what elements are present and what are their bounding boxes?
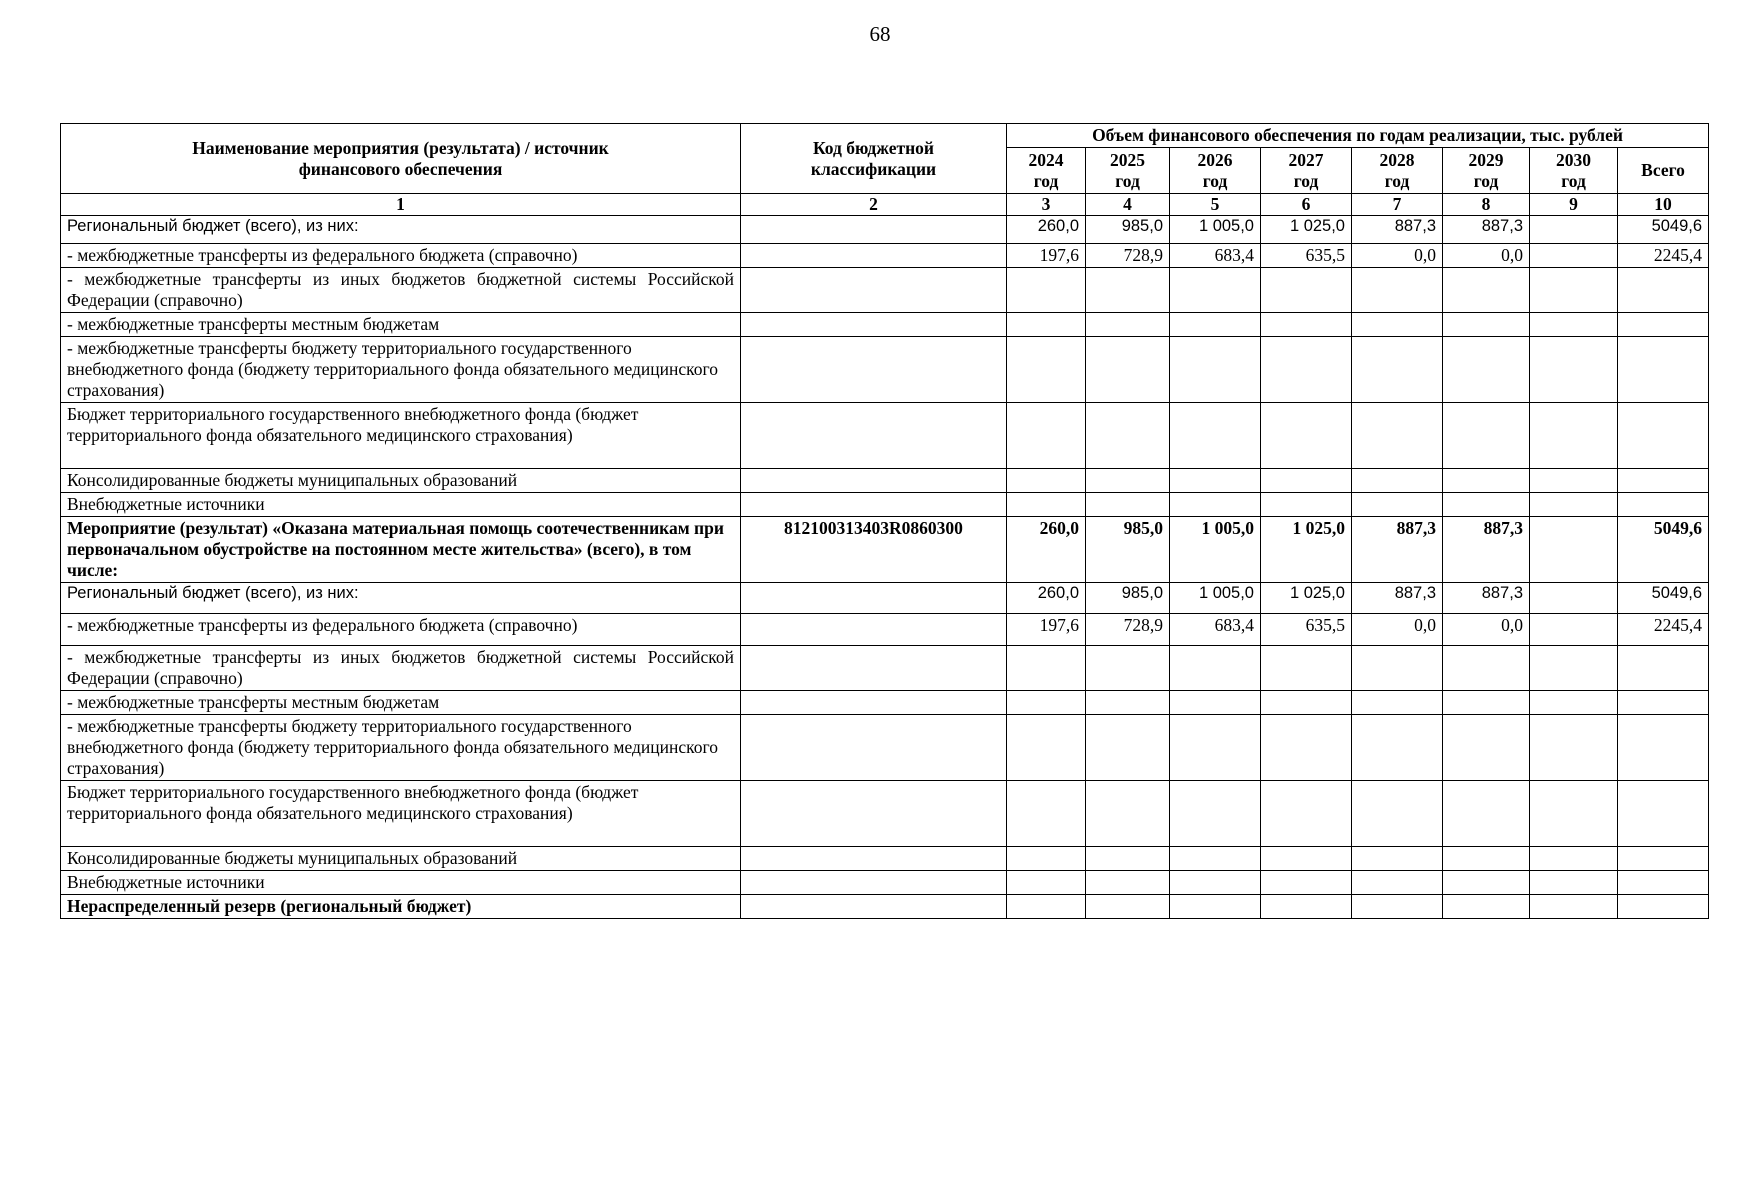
row-value <box>1261 469 1352 493</box>
column-number: 10 <box>1618 194 1709 216</box>
row-code <box>741 871 1007 895</box>
column-number: 2 <box>741 194 1007 216</box>
row-value <box>1261 313 1352 337</box>
row-total <box>1618 469 1709 493</box>
row-value <box>1170 871 1261 895</box>
row-value <box>1007 268 1086 313</box>
table-row <box>61 715 1709 781</box>
table-row <box>61 691 1709 715</box>
row-total <box>1618 646 1709 691</box>
row-value: 1 025,0 <box>1261 583 1352 614</box>
table-row <box>61 493 1709 517</box>
row-value <box>1530 493 1618 517</box>
header-year-2028 <box>1352 148 1443 194</box>
row-total <box>1618 715 1709 781</box>
row-value: 197,6 <box>1007 614 1086 646</box>
row-value: 635,5 <box>1261 614 1352 646</box>
row-value <box>1007 895 1086 919</box>
row-value <box>1007 847 1086 871</box>
header-year-unit: год <box>1033 170 1059 191</box>
row-value <box>1352 493 1443 517</box>
row-value: 985,0 <box>1086 517 1170 583</box>
row-value <box>1261 871 1352 895</box>
header-year-2030 <box>1530 148 1618 194</box>
row-value <box>1007 871 1086 895</box>
row-value <box>1530 268 1618 313</box>
row-value <box>1443 715 1530 781</box>
row-value: 0,0 <box>1443 244 1530 268</box>
header-year-2029 <box>1443 148 1530 194</box>
header-code: Код бюджетной классификации <box>741 124 1007 194</box>
row-total: 5049,6 <box>1618 517 1709 583</box>
header-year-number: 2025 <box>1110 150 1145 171</box>
row-value: 1 025,0 <box>1261 216 1352 244</box>
row-value <box>1530 646 1618 691</box>
row-value: 260,0 <box>1007 216 1086 244</box>
row-value <box>1443 847 1530 871</box>
row-value: 260,0 <box>1007 583 1086 614</box>
row-value <box>1170 268 1261 313</box>
row-value <box>1261 715 1352 781</box>
table-row <box>61 313 1709 337</box>
row-code <box>741 337 1007 403</box>
row-total <box>1618 403 1709 469</box>
row-value <box>1530 583 1618 614</box>
row-value <box>1443 871 1530 895</box>
row-value: 887,3 <box>1352 583 1443 614</box>
row-name: - межбюджетные трансферты из федерального бюджета (справочно) <box>61 614 741 646</box>
header-year-number: 2024 <box>1028 150 1064 171</box>
row-name: - межбюджетные трансферты бюджету территориального государственного внебюджетного фонда (бюджету территориального фонда обязательного медицинского страхования) <box>61 337 741 403</box>
row-value <box>1530 691 1618 715</box>
table-row <box>61 517 1709 583</box>
column-number: 7 <box>1352 194 1443 216</box>
row-value <box>1170 646 1261 691</box>
row-code <box>741 781 1007 847</box>
row-value <box>1007 493 1086 517</box>
column-number: 5 <box>1170 194 1261 216</box>
row-value <box>1007 781 1086 847</box>
row-value <box>1261 691 1352 715</box>
row-total: 2245,4 <box>1618 614 1709 646</box>
header-year-unit: год <box>1384 170 1410 191</box>
header-year-2025 <box>1086 148 1170 194</box>
table-row <box>61 337 1709 403</box>
row-name: - межбюджетные трансферты местным бюджетам <box>61 691 741 715</box>
row-value <box>1443 337 1530 403</box>
row-value: 887,3 <box>1352 517 1443 583</box>
row-name: Внебюджетные источники <box>61 493 741 517</box>
header-year-unit: год <box>1293 170 1319 191</box>
row-value <box>1530 337 1618 403</box>
row-name: - межбюджетные трансферты из федерального бюджета (справочно) <box>61 244 741 268</box>
row-value <box>1443 895 1530 919</box>
row-value <box>1352 268 1443 313</box>
row-name: - межбюджетные трансферты из иных бюджетов бюджетной системы Российской Федерации (справочно) <box>61 268 741 313</box>
row-code <box>741 403 1007 469</box>
row-value <box>1086 469 1170 493</box>
row-value: 683,4 <box>1170 244 1261 268</box>
header-volume: Объем финансового обеспечения по годам реализации, тыс. рублей <box>1007 124 1709 148</box>
row-code <box>741 493 1007 517</box>
row-total <box>1618 268 1709 313</box>
column-number: 9 <box>1530 194 1618 216</box>
row-name: - межбюджетные трансферты местным бюджетам <box>61 313 741 337</box>
row-value <box>1086 781 1170 847</box>
row-name: Консолидированные бюджеты муниципальных образований <box>61 847 741 871</box>
row-value <box>1261 847 1352 871</box>
row-value <box>1352 781 1443 847</box>
row-value <box>1086 895 1170 919</box>
row-value <box>1261 493 1352 517</box>
row-value <box>1086 403 1170 469</box>
row-value <box>1086 691 1170 715</box>
row-name: Бюджет территориального государственного внебюджетного фонда (бюджет территориального фонда обязательного медицинского страхования) <box>61 781 741 847</box>
row-value: 887,3 <box>1443 583 1530 614</box>
row-value <box>1443 268 1530 313</box>
row-value <box>1170 493 1261 517</box>
row-total: 5049,6 <box>1618 216 1709 244</box>
row-value <box>1352 646 1443 691</box>
header-year-unit: год <box>1115 170 1140 191</box>
row-code <box>741 469 1007 493</box>
column-number: 4 <box>1086 194 1170 216</box>
row-name: Региональный бюджет (всего), из них: <box>61 583 741 614</box>
row-total: 5049,6 <box>1618 583 1709 614</box>
row-total <box>1618 895 1709 919</box>
row-value <box>1086 313 1170 337</box>
row-value <box>1352 895 1443 919</box>
row-value <box>1007 469 1086 493</box>
row-name: Бюджет территориального государственного внебюджетного фонда (бюджет территориального фонда обязательного медицинского страхования) <box>61 403 741 469</box>
row-value: 728,9 <box>1086 244 1170 268</box>
row-total <box>1618 337 1709 403</box>
row-code <box>741 895 1007 919</box>
header-year-number: 2030 <box>1556 150 1591 171</box>
row-value: 985,0 <box>1086 583 1170 614</box>
table-row <box>61 268 1709 313</box>
table-row <box>61 614 1709 646</box>
row-value: 1 005,0 <box>1170 517 1261 583</box>
row-total <box>1618 781 1709 847</box>
row-value <box>1530 781 1618 847</box>
row-value <box>1261 781 1352 847</box>
row-value <box>1530 715 1618 781</box>
row-value: 0,0 <box>1352 244 1443 268</box>
row-name: Мероприятие (результат) «Оказана материальная помощь соотечественникам при первоначальном обустройстве на постоянном месте жительства» (всего), в том числе: <box>61 517 741 583</box>
row-value <box>1530 614 1618 646</box>
row-value <box>1352 469 1443 493</box>
row-value: 887,3 <box>1443 517 1530 583</box>
row-value <box>1086 715 1170 781</box>
row-value <box>1443 781 1530 847</box>
row-value <box>1007 691 1086 715</box>
row-value <box>1443 469 1530 493</box>
row-value <box>1170 469 1261 493</box>
row-value <box>1530 871 1618 895</box>
row-value <box>1007 313 1086 337</box>
row-value <box>1352 715 1443 781</box>
table-row <box>61 871 1709 895</box>
row-name: Внебюджетные источники <box>61 871 741 895</box>
row-code <box>741 244 1007 268</box>
row-value: 0,0 <box>1352 614 1443 646</box>
row-value <box>1352 313 1443 337</box>
header-year-2024 <box>1007 148 1086 194</box>
header-year-unit: год <box>1561 170 1586 191</box>
header-year-2027 <box>1261 148 1352 194</box>
row-value <box>1261 268 1352 313</box>
row-value <box>1086 646 1170 691</box>
row-value <box>1086 337 1170 403</box>
row-value <box>1530 244 1618 268</box>
row-value: 683,4 <box>1170 614 1261 646</box>
row-code <box>741 646 1007 691</box>
row-value <box>1530 313 1618 337</box>
row-code <box>741 691 1007 715</box>
header-year-number: 2028 <box>1379 150 1415 171</box>
row-total <box>1618 871 1709 895</box>
row-value: 985,0 <box>1086 216 1170 244</box>
row-value <box>1530 847 1618 871</box>
header-year-number: 2027 <box>1288 150 1324 171</box>
row-name: - межбюджетные трансферты бюджету территориального государственного внебюджетного фонда (бюджету территориального фонда обязательного медицинского страхования) <box>61 715 741 781</box>
row-value <box>1261 403 1352 469</box>
header-total: Всего <box>1618 148 1709 194</box>
row-value <box>1443 403 1530 469</box>
row-total <box>1618 313 1709 337</box>
row-value <box>1170 337 1261 403</box>
header-name: Наименование мероприятия (результата) / источник финансового обеспечения <box>61 124 741 194</box>
row-value <box>1170 895 1261 919</box>
table-row <box>61 895 1709 919</box>
row-code <box>741 313 1007 337</box>
table-row <box>61 469 1709 493</box>
row-code <box>741 847 1007 871</box>
column-number: 1 <box>61 194 741 216</box>
row-value <box>1170 403 1261 469</box>
row-value <box>1530 469 1618 493</box>
table-row <box>61 216 1709 244</box>
row-value <box>1170 313 1261 337</box>
row-value <box>1007 337 1086 403</box>
row-code: 812100313403R0860300 <box>741 517 1007 583</box>
row-value: 0,0 <box>1443 614 1530 646</box>
row-value <box>1530 403 1618 469</box>
row-name: - межбюджетные трансферты из иных бюджетов бюджетной системы Российской Федерации (справочно) <box>61 646 741 691</box>
row-value <box>1530 895 1618 919</box>
table-row <box>61 403 1709 469</box>
row-value <box>1261 337 1352 403</box>
row-value <box>1007 715 1086 781</box>
column-number: 3 <box>1007 194 1086 216</box>
row-value <box>1352 337 1443 403</box>
row-value <box>1443 646 1530 691</box>
row-value <box>1530 216 1618 244</box>
row-name: Региональный бюджет (всего), из них: <box>61 216 741 244</box>
table-row <box>61 244 1709 268</box>
table-row <box>61 781 1709 847</box>
row-value <box>1086 493 1170 517</box>
row-value: 728,9 <box>1086 614 1170 646</box>
row-total: 2245,4 <box>1618 244 1709 268</box>
row-value <box>1007 403 1086 469</box>
row-value <box>1352 691 1443 715</box>
row-value <box>1261 646 1352 691</box>
budget-table <box>60 123 1709 919</box>
row-value <box>1352 847 1443 871</box>
row-name: Нераспределенный резерв (региональный бюджет) <box>61 895 741 919</box>
row-total <box>1618 691 1709 715</box>
row-value: 1 025,0 <box>1261 517 1352 583</box>
table-body <box>61 216 1709 919</box>
row-value: 1 005,0 <box>1170 583 1261 614</box>
table-row <box>61 583 1709 614</box>
row-total <box>1618 847 1709 871</box>
header-year-unit: год <box>1473 170 1499 191</box>
row-value <box>1443 313 1530 337</box>
table-row <box>61 847 1709 871</box>
row-code <box>741 614 1007 646</box>
row-value: 887,3 <box>1443 216 1530 244</box>
table-header <box>61 124 1709 216</box>
row-total <box>1618 493 1709 517</box>
row-value <box>1086 871 1170 895</box>
row-value <box>1261 895 1352 919</box>
row-value <box>1352 403 1443 469</box>
row-code <box>741 268 1007 313</box>
row-value <box>1170 847 1261 871</box>
row-value: 1 005,0 <box>1170 216 1261 244</box>
header-year-number: 2029 <box>1468 150 1504 171</box>
row-value <box>1170 691 1261 715</box>
header-year-2026 <box>1170 148 1261 194</box>
row-value <box>1530 517 1618 583</box>
row-value: 887,3 <box>1352 216 1443 244</box>
row-name: Консолидированные бюджеты муниципальных образований <box>61 469 741 493</box>
header-year-unit: год <box>1202 170 1228 191</box>
row-value <box>1170 715 1261 781</box>
row-value <box>1352 871 1443 895</box>
row-value <box>1443 493 1530 517</box>
row-value: 260,0 <box>1007 517 1086 583</box>
row-value: 635,5 <box>1261 244 1352 268</box>
row-code <box>741 216 1007 244</box>
row-value: 197,6 <box>1007 244 1086 268</box>
row-code <box>741 715 1007 781</box>
table-row <box>61 646 1709 691</box>
column-number: 8 <box>1443 194 1530 216</box>
column-number: 6 <box>1261 194 1352 216</box>
row-value <box>1170 781 1261 847</box>
row-value <box>1086 847 1170 871</box>
column-numbers-row <box>61 194 1709 216</box>
row-value <box>1086 268 1170 313</box>
row-code <box>741 583 1007 614</box>
row-value <box>1007 646 1086 691</box>
row-value <box>1443 691 1530 715</box>
page-number: 68 <box>869 22 891 46</box>
header-year-number: 2026 <box>1197 150 1233 171</box>
